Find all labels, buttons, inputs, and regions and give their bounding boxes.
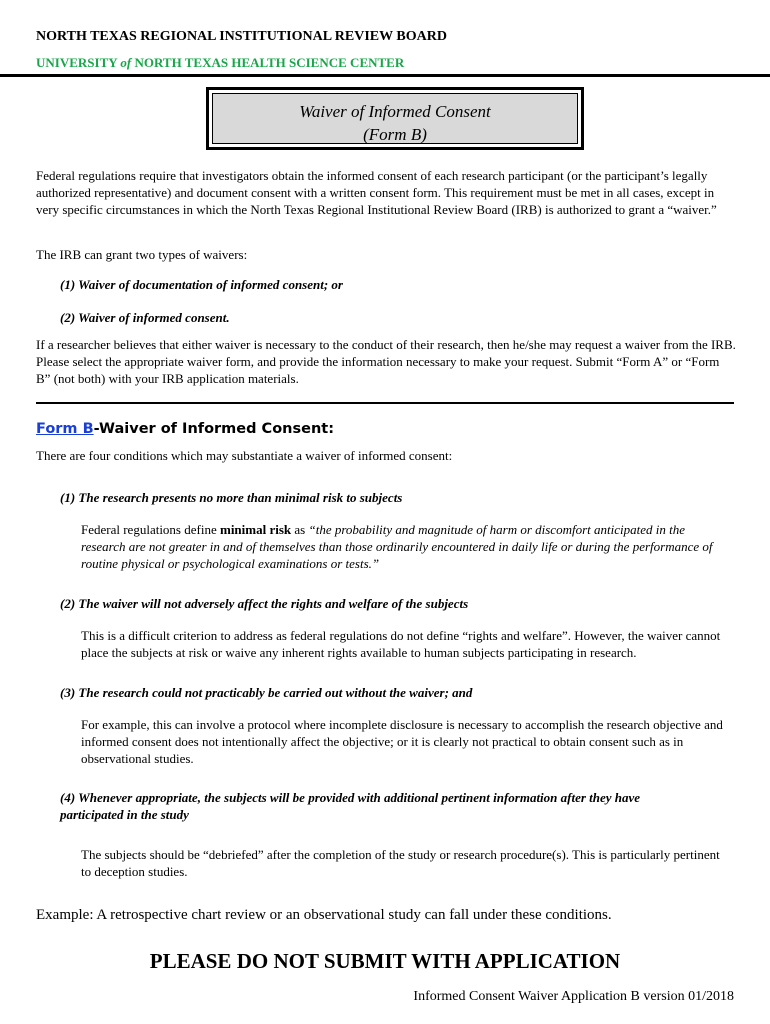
condition-1-mid: as xyxy=(291,522,309,537)
section-rule xyxy=(36,402,734,404)
form-b-heading xyxy=(36,421,334,437)
version-footer: Informed Consent Waiver Application B version 01/2018 xyxy=(413,989,734,1004)
condition-2-title: (2) The waiver will not adversely affect the rights and welfare of the subjects xyxy=(60,596,469,611)
org-heading: NORTH TEXAS REGIONAL INSTITUTIONAL REVIEW BOARD xyxy=(36,29,447,44)
form-b-link[interactable]: Form B xyxy=(36,421,94,437)
title-line1: Waiver of Informed Consent xyxy=(299,102,491,121)
univ-post: NORTH TEXAS HEALTH SCIENCE CENTER xyxy=(134,55,405,70)
waiver-type-1: (1) Waiver of documentation of informed consent; or xyxy=(60,277,343,292)
title-line2: (Form B) xyxy=(363,125,427,144)
intro-paragraph: Federal regulations require that investigators obtain the informed consent of each research participant (or the participant’s legally authorized representative) and document consent with a written consent form. This requirement must be met in all cases, except in very specific circumstances in which the North Texas Regional Institutional Review Board (IRB) is authorized to grant a “waiver.” xyxy=(36,168,717,217)
condition-4-body: The subjects should be “debriefed” after the completion of the study or research procedure(s). This is particularly pertinent to deception studies. xyxy=(81,847,720,879)
univ-of: of xyxy=(120,55,132,70)
instruction-paragraph: If a researcher believes that either waiver is necessary to the conduct of their research, then he/she may request a waiver from the IRB. Please select the appropriate waiver form, and provide the information necessary to make your request. Submit “Form A” or “Form B” (not both) with your IRB application materials. xyxy=(36,337,736,386)
condition-3-body: For example, this can involve a protocol where incomplete disclosure is necessary to accomplish the research objective and informed consent does not intentionally affect the objective; or it is clearly not practical to obtain consent such as in observational studies. xyxy=(81,717,723,766)
types-intro: The IRB can grant two types of waivers: xyxy=(36,247,248,262)
form-b-heading-rest: -Waiver of Informed Consent: xyxy=(93,421,334,437)
condition-1-definition: “the probability and magnitude of harm or discomfort anticipated in the research are not greater in and of themselves than those ordinarily encountered in daily life or during the performance of routine physical or psychological examinations or tests.” xyxy=(81,522,713,571)
title-box xyxy=(206,87,584,150)
condition-2-body: This is a difficult criterion to address as federal regulations do not define “rights and welfare”. However, the waiver cannot place the subjects at risk or waive any inherent rights available to human subjects participating in research. xyxy=(81,628,721,660)
condition-3-title: (3) The research could not practicably be carried out without the waiver; and xyxy=(60,685,473,700)
header-rule xyxy=(0,74,770,77)
condition-1-pre: Federal regulations define xyxy=(81,522,220,537)
waiver-type-2: (2) Waiver of informed consent. xyxy=(60,310,230,325)
univ-pre: UNIVERSITY xyxy=(36,55,118,70)
condition-1-title: (1) The research presents no more than minimal risk to subjects xyxy=(60,490,403,505)
university-heading xyxy=(36,55,404,71)
submission-notice: PLEASE DO NOT SUBMIT WITH APPLICATION xyxy=(149,949,621,973)
example-text: Example: A retrospective chart review or an observational study can fall under these conditions. xyxy=(36,907,612,923)
condition-1-body xyxy=(81,521,731,572)
condition-4-title: (4) Whenever appropriate, the subjects will be provided with additional pertinent information after they have participated in the study xyxy=(60,790,641,822)
conditions-intro: There are four conditions which may substantiate a waiver of informed consent: xyxy=(36,448,453,463)
condition-1-term: minimal risk xyxy=(219,522,292,537)
